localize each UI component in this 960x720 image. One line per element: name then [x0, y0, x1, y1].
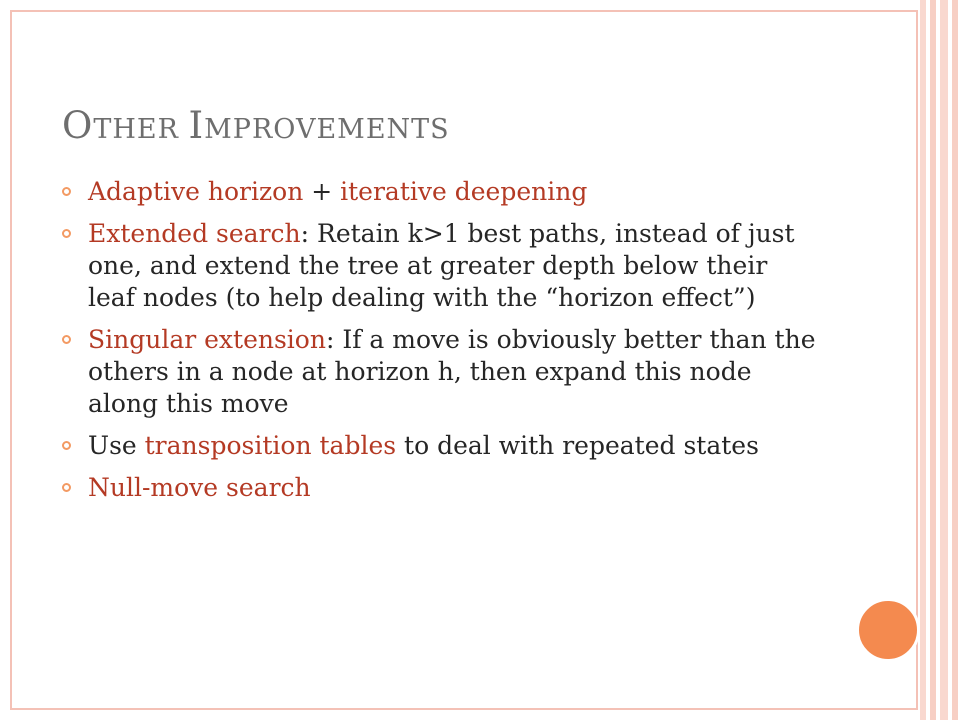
- highlighted-term: Extended search: [88, 219, 301, 248]
- bullet-item: [62, 218, 822, 314]
- slide-title: [62, 104, 450, 147]
- title-word-1: [62, 104, 189, 147]
- title-word-2: [189, 104, 450, 147]
- stripe: [940, 0, 948, 720]
- bullet-text: +: [303, 177, 341, 206]
- bullet-circle-icon: [62, 187, 71, 196]
- accent-circle: [856, 598, 920, 662]
- highlighted-term: Adaptive horizon: [88, 177, 304, 206]
- title-initial: I: [188, 104, 205, 147]
- bullet-circle-icon: [62, 483, 71, 492]
- stripe: [930, 0, 936, 720]
- highlighted-term: transposition tables: [144, 431, 397, 460]
- stripe: [920, 0, 926, 720]
- bullet-text: to deal with repeated states: [396, 431, 759, 460]
- bullet-text: Use: [88, 431, 145, 460]
- title-rest: MPROVEMENTS: [204, 114, 450, 145]
- bullet-item: [62, 324, 822, 420]
- bullet-circle-icon: [62, 335, 71, 344]
- highlighted-term: iterative deepening: [340, 177, 588, 206]
- bullet-text: : Retain k>1 best paths, instead of just one, and extend the tree at greater depth below their leaf nodes (to help dealing with the “horizon effect”): [88, 219, 795, 312]
- bullet-circle-icon: [62, 229, 71, 238]
- bullet-text: : If a move is obviously better than the others in a node at horizon h, then expand this node along this move: [88, 325, 816, 418]
- bullet-list: [62, 176, 822, 514]
- title-initial: O: [62, 104, 94, 147]
- title-rest: THER: [93, 114, 189, 145]
- bullet-item: [62, 472, 822, 504]
- decorative-stripes: [918, 0, 960, 720]
- highlighted-term: Singular extension: [88, 325, 326, 354]
- bullet-item: [62, 176, 822, 208]
- bullet-circle-icon: [62, 441, 71, 450]
- bullet-item: [62, 430, 822, 462]
- stripe: [952, 0, 958, 720]
- highlighted-term: Null-move search: [88, 473, 311, 502]
